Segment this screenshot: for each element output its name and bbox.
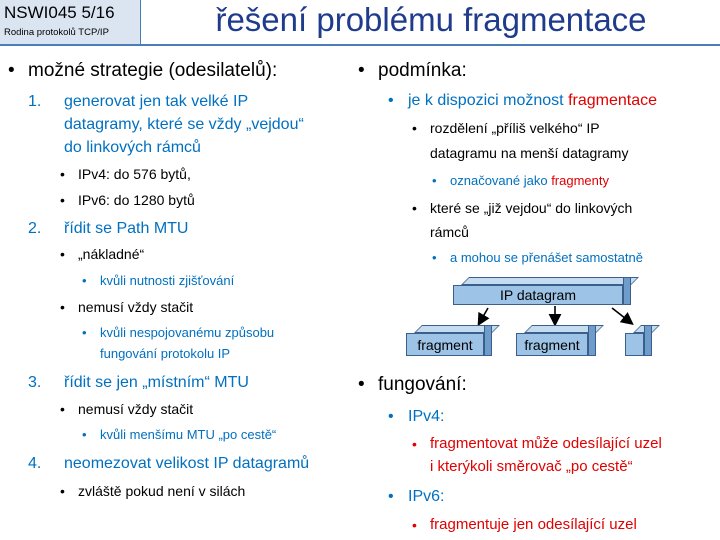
strategy-1-number: 1. [28,93,42,110]
fragment-label-1: fragment [406,333,484,356]
bullet-icon: • [358,60,365,81]
bullet-icon: • [60,192,65,208]
strategy-2-costly: „nákladné“ [78,246,145,262]
bullet-icon: • [60,299,65,315]
strategy-3-text: řídit se jen „místním“ MTU [64,374,249,391]
fragment-box-3 [625,325,652,356]
strategy-1-line-3: do linkových rámců [64,139,201,156]
bullet-icon: • [358,374,365,395]
ipv4-text-line-1: fragmentovat může odesílající uzel [430,435,662,452]
fit-line-1: které se „již vejdou“ do linkových [430,200,633,216]
bullet-icon: • [82,273,87,288]
strategy-2-not-enough: nemusí vždy stačit [78,299,194,315]
strategy-4-number: 4. [28,455,42,472]
fragment-box-2 [516,325,596,356]
fragment-box-1-side [484,325,492,356]
bullet-icon: • [60,166,65,182]
operation-ipv6-label: IPv6: [408,488,445,505]
strategies-heading: možné strategie (odesilatelů): [28,60,278,81]
strategy-2-number: 2. [28,220,42,237]
bullet-icon: • [60,483,65,499]
strategy-4-note: zvláště pokud není v silách [78,483,246,499]
strategy-2-reason-line-1: kvůli nespojovanému způsobu [100,325,275,340]
marked-line [450,170,609,191]
bullet-icon: • [60,246,65,262]
strategy-1-line-2: datagramy, které se vždy „vejdou“ [64,116,304,133]
bullet-icon: • [82,325,87,340]
fragment-box-3-face [625,333,644,356]
operation-heading: fungování: [378,374,467,395]
arrow-3 [612,308,630,322]
strategy-3-number: 3. [28,374,42,391]
strategy-2-reason-line-2: fungování protokolu IP [100,346,231,361]
strategy-1-line-1: generovat jen tak velké IP [64,93,249,110]
bullet-icon: • [388,408,394,425]
strategy-2-costly-reason: kvůli nutnosti zjišťování [100,273,235,288]
bullet-icon: • [388,92,394,109]
bullet-icon: • [8,60,15,81]
slide-title: řešení problému fragmentace [215,1,647,38]
bullet-icon: • [412,517,417,533]
strategy-2-text: řídit se Path MTU [64,220,189,237]
fragment-box-2-side [588,325,596,356]
bullet-icon: • [432,173,437,188]
condition-heading: podmínka: [378,60,467,81]
operation-ipv4-label: IPv4: [408,408,445,425]
condition-line [408,89,657,112]
split-line-2: datagramu na menší datagramy [430,145,629,161]
course-header-box [0,0,141,44]
separately-line: a mohou se přenášet samostatně [450,250,643,265]
condition-fragmentation: fragmentace [568,92,657,109]
strategy-1-ipv4: IPv4: do 576 bytů, [78,166,191,182]
fit-line-2: rámců [430,224,469,240]
arrow-1 [480,308,488,322]
fragment-label-2: fragment [516,333,588,356]
ip-datagram-label: IP datagram [453,285,623,305]
ip-datagram-box-top [461,277,639,285]
strategy-4-text: neomezovat velikost IP datagramů [64,455,310,472]
condition-prefix: je k dispozici možnost [408,92,569,109]
marked-prefix: označované jako [450,173,552,188]
strategy-3-reason: kvůli menšímu MTU „po cestě“ [100,427,277,442]
bullet-icon: • [412,120,417,136]
fragment-box-1 [406,325,492,356]
course-code: NSWI045 5/16 [4,3,115,22]
bullet-icon: • [432,250,437,265]
bullet-icon: • [82,427,87,442]
marked-fragments: fragmenty [551,173,609,188]
ipv4-text-line-2: i kterýkoli směrovač „po cestě“ [430,458,633,475]
strategy-3-not-enough: nemusí vždy stačit [78,401,194,417]
strategy-1-ipv6: IPv6: do 1280 bytů [78,192,195,208]
ipv6-text: fragmentuje jen odesílající uzel [430,516,637,533]
bullet-icon: • [412,436,417,452]
split-line-1: rozdělení „příliš velkého“ IP [430,120,600,136]
bullet-icon: • [388,488,394,505]
course-name: Rodina protokolů TCP/IP [4,27,109,38]
bullet-icon: • [412,200,417,216]
bullet-icon: • [60,401,65,417]
fragment-box-3-side [644,325,652,356]
title-divider [0,44,720,46]
